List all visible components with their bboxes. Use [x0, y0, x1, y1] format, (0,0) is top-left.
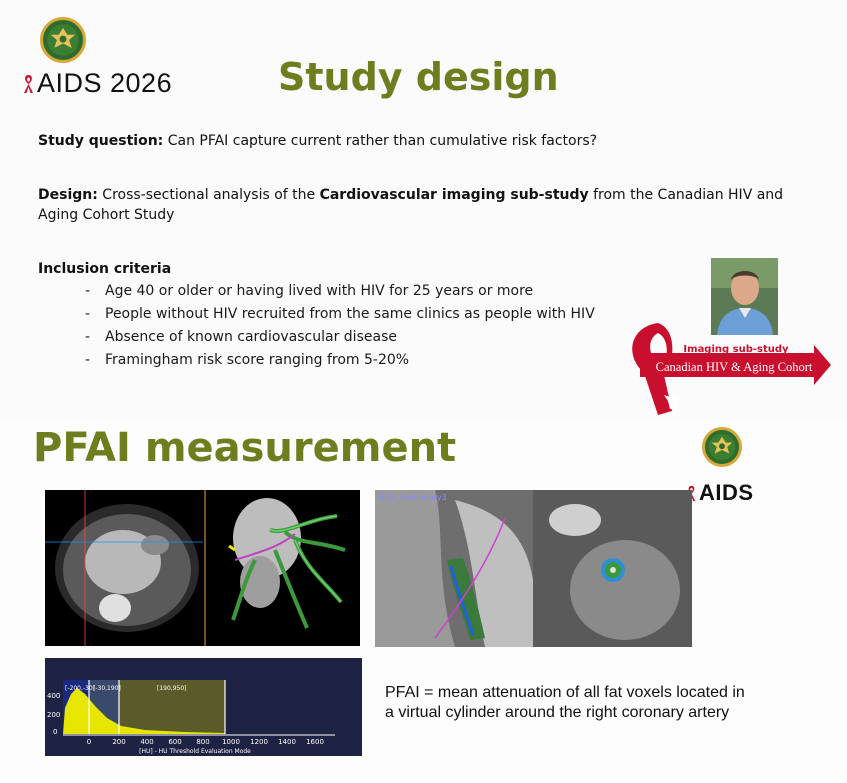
inclusion-heading	[38, 259, 171, 279]
x-tick-label: 1600	[306, 738, 324, 746]
hu-range-label: [-200,-30]	[65, 685, 96, 692]
slide2-title: PFAI measurement	[33, 425, 457, 471]
list-item	[85, 349, 595, 372]
x-tick-label: 600	[168, 738, 182, 746]
design-text-before: Cross-sectional analysis of the	[97, 187, 320, 203]
x-tick-label: 200	[112, 738, 126, 746]
pfai-definition: PFAI = mean attenuation of all fat voxels located in a virtual cylinder around the right coronary artery	[385, 684, 745, 721]
x-tick-label: 1000	[222, 738, 240, 746]
design-bold-phrase: Cardiovascular imaging sub-study	[319, 187, 589, 203]
inclusion-criteria-list	[85, 280, 595, 372]
criterion-text: Age 40 or older or having lived with HIV for 25 years or more	[105, 283, 534, 299]
bullet-dash: -	[85, 306, 91, 322]
bullet-dash: -	[85, 352, 91, 368]
aids-logo-partial	[686, 480, 754, 506]
histogram-caption: [HU] - HU Threshold Evaluation Mode	[139, 748, 251, 755]
y-tick-label: 200	[47, 711, 61, 719]
ct-label: RCA_Secondary3	[379, 493, 447, 502]
ct-coronary-images	[45, 490, 360, 646]
study-question-label: Study question:	[38, 133, 164, 149]
conference-seal-icon	[702, 427, 742, 467]
aids-logo-partial-text: AIDS	[699, 480, 754, 505]
design-paragraph	[38, 185, 808, 225]
x-tick-label: 400	[140, 738, 154, 746]
x-tick-label: 800	[196, 738, 210, 746]
red-ribbon-icon	[22, 74, 35, 94]
cohort-logo-main-text: Canadian HIV & Aging Cohort	[655, 360, 813, 374]
bullet-dash: -	[85, 283, 91, 299]
study-question	[38, 131, 818, 151]
hu-range-label: [190,950]	[157, 685, 187, 692]
criterion-text: Absence of known cardiovascular disease	[105, 329, 397, 345]
study-question-text: Can PFAI capture current rather than cumulative risk factors?	[163, 133, 598, 149]
aids-logo-text: AIDS 2026	[37, 68, 173, 98]
slide-title: Study design	[278, 55, 559, 99]
conference-seal-icon	[40, 17, 86, 63]
hu-histogram	[45, 658, 362, 756]
x-tick-label: 1200	[250, 738, 268, 746]
inclusion-heading-text: Inclusion criteria	[38, 261, 172, 277]
design-text-after: from the Canadian HIV and Aging Cohort Study	[38, 187, 784, 223]
criterion-text: People without HIV recruited from the same clinics as people with HIV	[105, 306, 595, 322]
x-tick-label: 0	[86, 738, 92, 746]
hu-range-label: [-30,190]	[93, 685, 121, 692]
bullet-dash: -	[85, 329, 91, 345]
y-tick-label: 400	[47, 692, 61, 700]
criterion-text: Framingham risk score ranging from 5-20%	[105, 352, 410, 368]
list-item	[85, 303, 595, 326]
aids-2026-logo	[22, 68, 172, 99]
cohort-logo-top-text: Imaging sub-study	[683, 344, 789, 355]
design-label: Design:	[38, 187, 98, 203]
x-tick-label: 1400	[278, 738, 296, 746]
y-tick-label: 0	[53, 728, 58, 736]
cohort-ribbon-logo	[618, 315, 832, 419]
list-item	[85, 280, 595, 303]
rca-ct-images	[375, 490, 692, 647]
list-item	[85, 326, 595, 349]
